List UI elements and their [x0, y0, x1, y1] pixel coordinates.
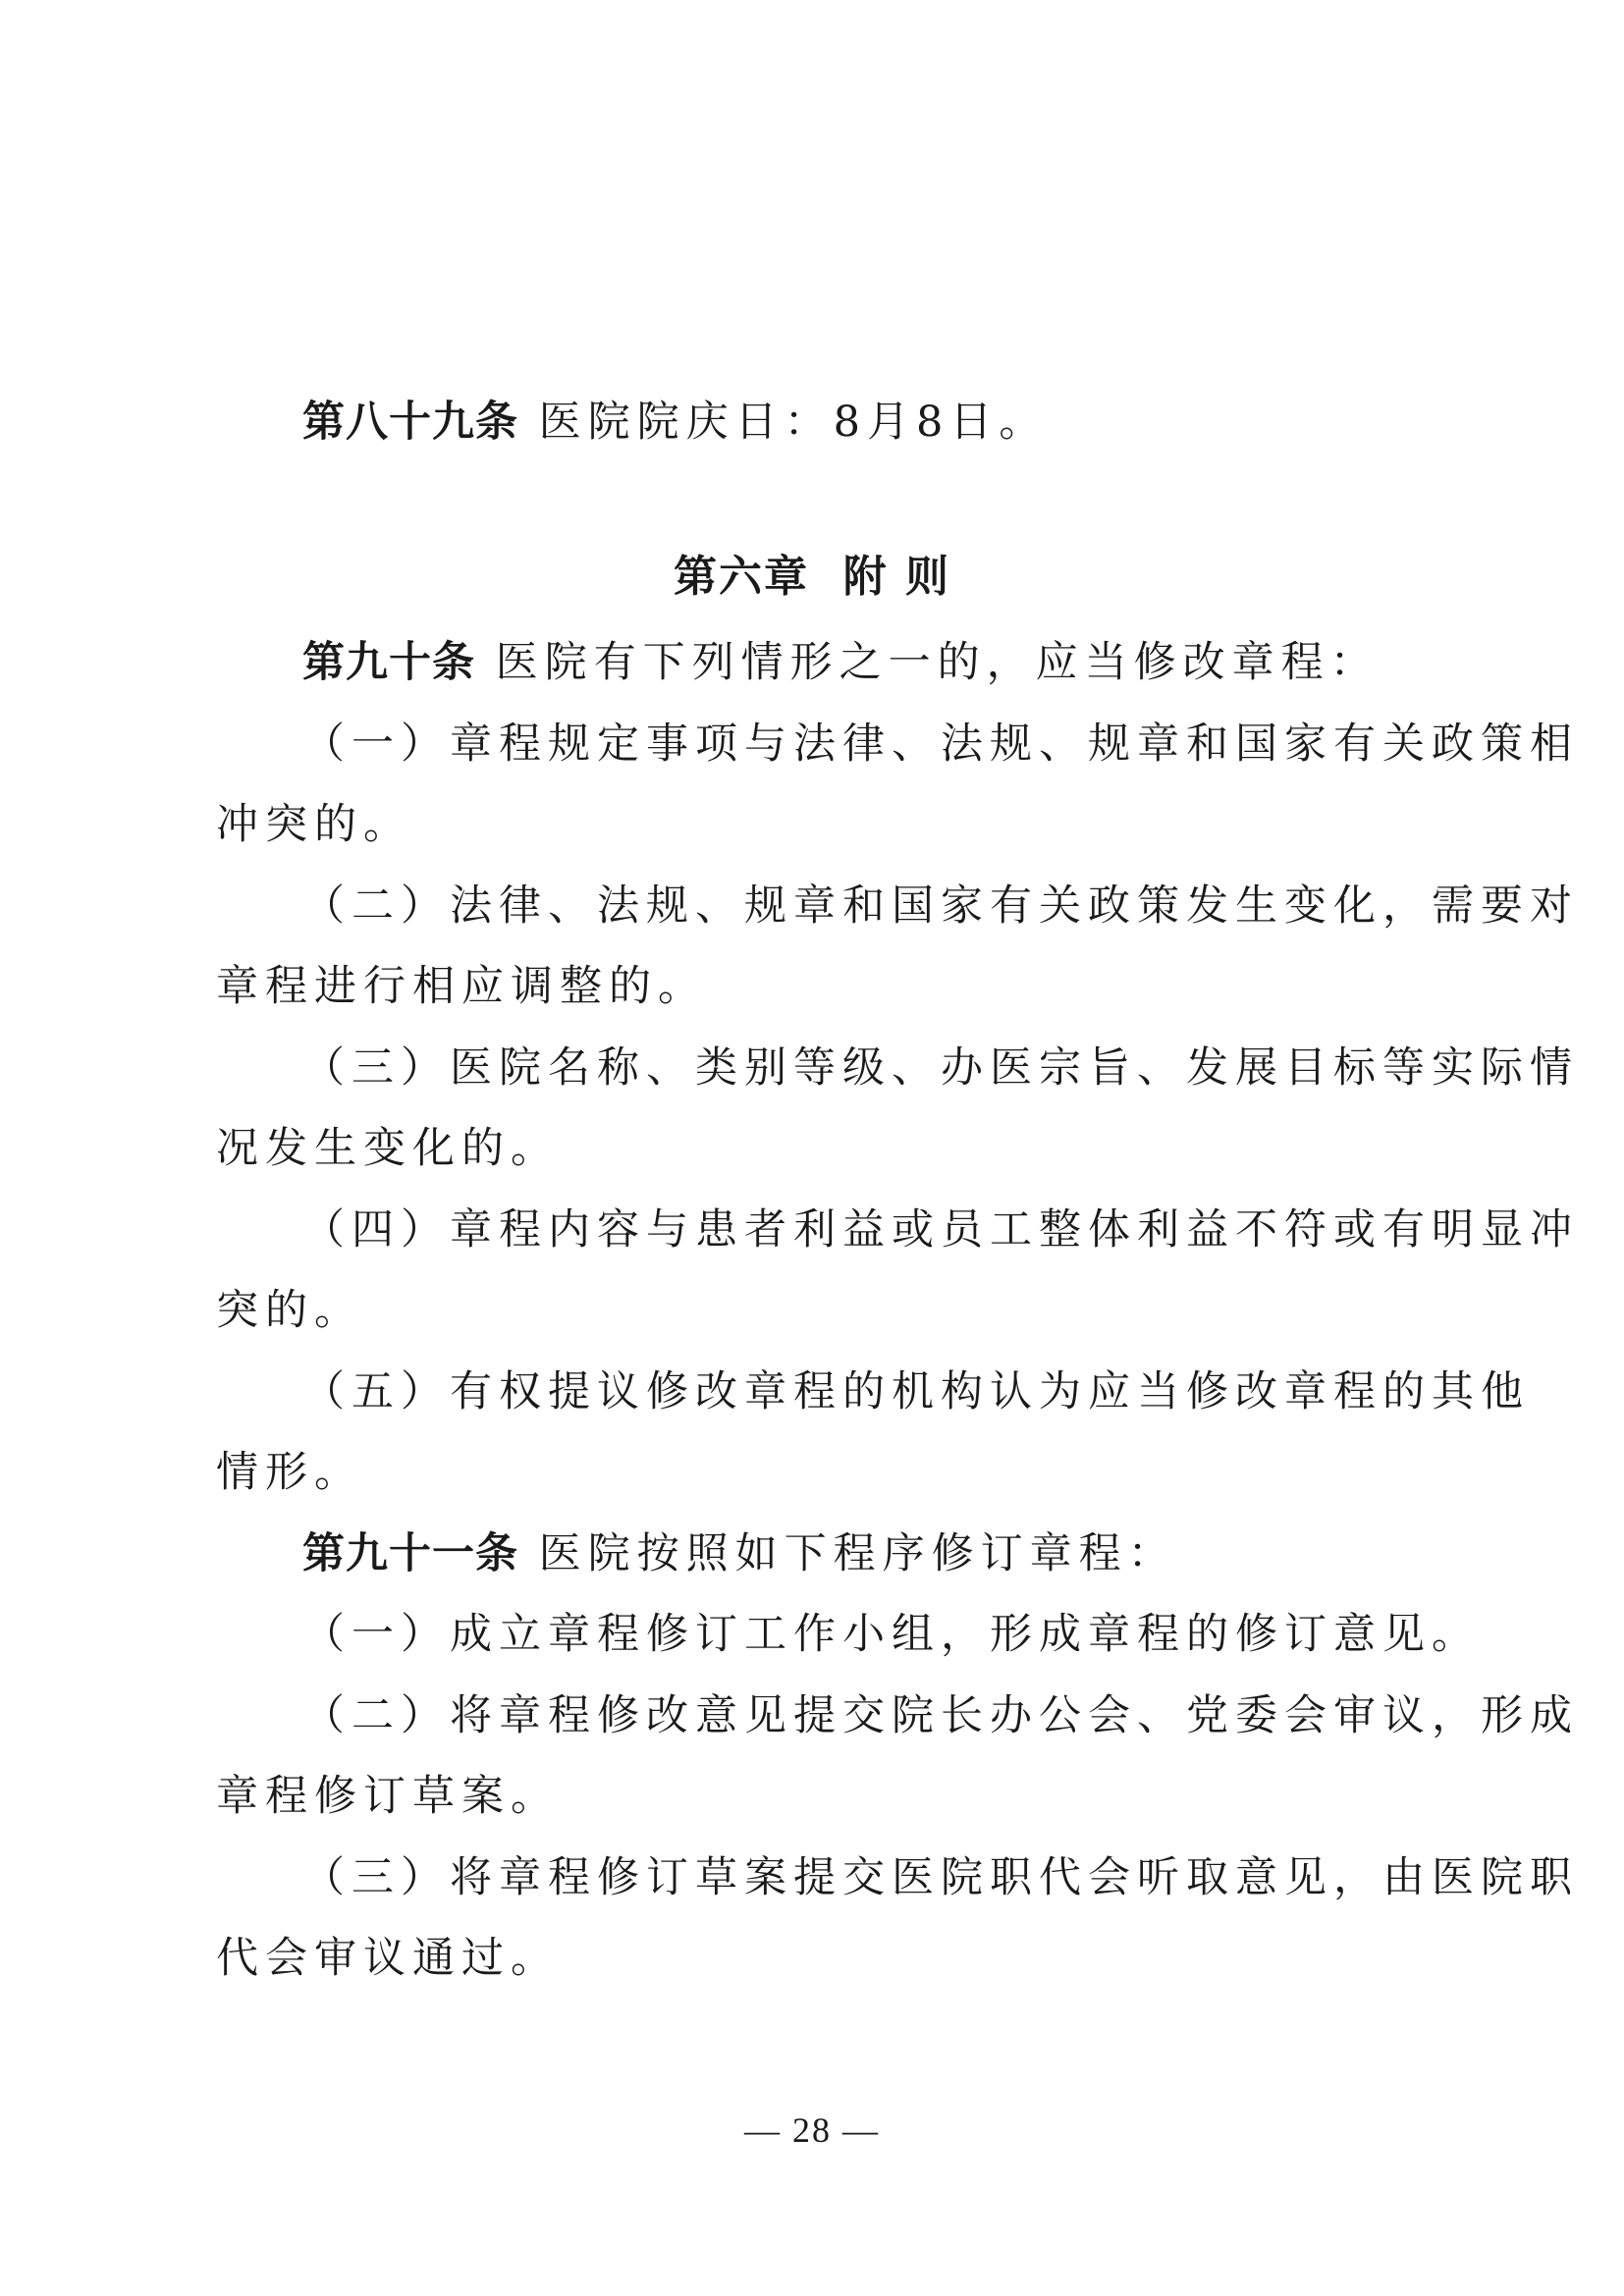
- page-number: — 28 —: [744, 2110, 880, 2150]
- article-89: [302, 395, 1048, 450]
- article-91-item-2-line-1: （二）将章程修改意见提交院长办公会、党委会审议，形成: [302, 1691, 1579, 1740]
- article-91-item-3-line-1: （三）将章程修订草案提交医院职代会听取意见，由医院职: [302, 1853, 1579, 1902]
- article-90-item-1-line-2: 冲突的。: [216, 800, 412, 849]
- article-90-item-5-line-1: （五）有权提议修改章程的机构认为应当修改章程的其他: [302, 1367, 1530, 1416]
- article-90: [302, 635, 1380, 690]
- article-90-item-3-line-2: 况发生变化的。: [216, 1124, 560, 1173]
- article-91-label: 第九十一条: [302, 1529, 518, 1578]
- article-90-item-2-line-1: （二）法律、法规、规章和国家有关政策发生变化，需要对: [302, 881, 1579, 931]
- article-89-label: 第八十九条: [302, 398, 518, 447]
- article-90-item-4-line-2: 突的。: [216, 1286, 363, 1335]
- article-91-item-1: （一）成立章程修订工作小组，形成章程的修订意见。: [302, 1610, 1481, 1659]
- article-90-item-2-line-2: 章程进行相应调整的。: [216, 962, 707, 1011]
- article-91-text: 医院按照如下程序修订章程：: [518, 1529, 1177, 1578]
- article-91: [302, 1526, 1177, 1581]
- article-89-text: 医院院庆日：8月8日。: [518, 398, 1049, 447]
- article-90-item-3-line-1: （三）医院名称、类别等级、办医宗旨、发展目标等实际情: [302, 1043, 1579, 1093]
- chapter-title: 第六章 附 则: [674, 552, 950, 602]
- article-90-text: 医院有下列情形之一的，应当修改章程：: [475, 638, 1380, 687]
- article-90-label: 第九十条: [302, 638, 475, 687]
- article-90-item-5-line-2: 情形。: [216, 1448, 363, 1497]
- article-90-item-1-line-1: （一）章程规定事项与法律、法规、规章和国家有关政策相: [302, 720, 1579, 769]
- article-90-item-4-line-1: （四）章程内容与患者利益或员工整体利益不符或有明显冲: [302, 1205, 1579, 1255]
- article-91-item-2-line-2: 章程修订草案。: [216, 1772, 560, 1821]
- article-91-item-3-line-2: 代会审议通过。: [216, 1934, 560, 1983]
